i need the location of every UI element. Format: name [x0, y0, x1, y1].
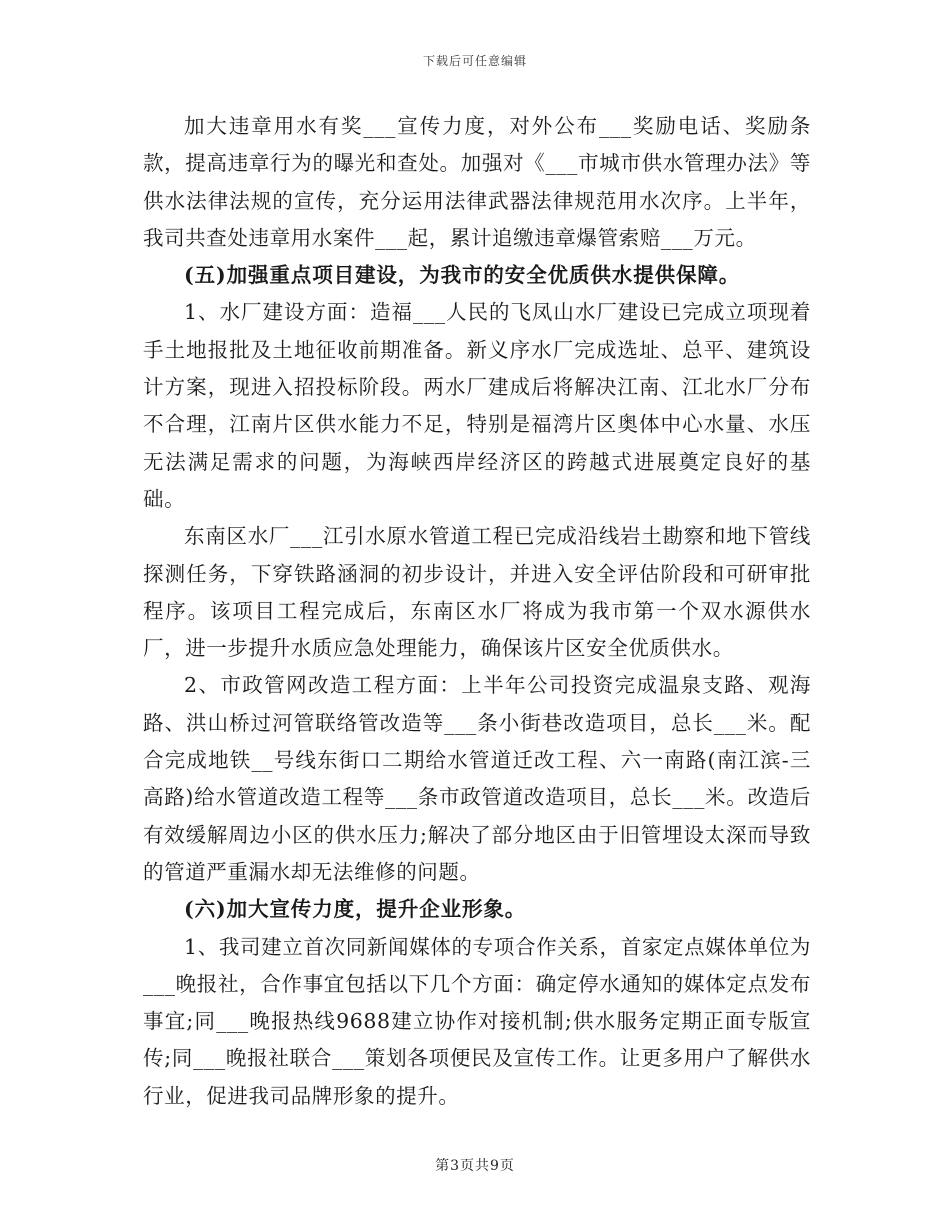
paragraph-publicity: 加大违章用水有奖___宣传力度，对外公布___奖励电话、奖励条款，提高违章行为的曝光和查处。加强对《___市城市供水管理办法》等供水法律法规的宣传，充分运用法律武器法律规范用水次序。上半年，我司共查处违章用水案件___起，累计追缴违章爆管索赔___万元。	[143, 114, 811, 250]
paragraph-southeast-plant: 东南区水厂___江引水原水管道工程已完成沿线岩土勘察和地下管线探测任务，下穿铁路涵洞的初步设计，并进入安全评估阶段和可研审批程序。该项目工程完成后，东南区水厂将成为我市第一个双水源供水厂，进一步提升水质应急处理能力，确保该片区安全优质供水。	[143, 524, 811, 661]
section-heading-5: (五)加强重点项目建设，为我市的安全优质供水提供保障。	[184, 263, 741, 288]
page-number: 第3页共9页	[435, 1158, 515, 1174]
paragraph-media-cooperation: 1、我司建立首次同新闻媒体的专项合作关系，首家定点媒体单位为___晚报社，合作事宜包括以下几个方面：确定停水通知的媒体定点发布事宜;同___晚报热线9688建立协作对接机制;供水服务定期正面专版宣传;同___晚报社联合___策划各项便民及宣传工作。让更多用户了解供水行业，促进我司品牌形象的提升。	[143, 934, 811, 1108]
header-note: 下载后可任意编辑	[422, 54, 527, 68]
document-body	[143, 108, 811, 1115]
paragraph-plant-construction: 1、水厂建设方面：造福___人民的飞凤山水厂建设已完成立项现着手土地报批及土地征收前期准备。新义序水厂完成选址、总平、建筑设计方案，现进入招投标阶段。两水厂建成后将解决江南、江北水厂分布不合理，江南片区供水能力不足，特别是福湾片区奥体中心水量、水压无法满足需求的问题，为海峡西岸经济区的跨越式进展奠定良好的基础。	[143, 300, 811, 511]
section-heading-6: (六)加大宣传力度，提升企业形象。	[184, 897, 527, 922]
paragraph-pipe-network: 2、市政管网改造工程方面：上半年公司投资完成温泉支路、观海路、洪山桥过河管联络管改造等___条小街巷改造项目，总长___米。配合完成地铁__号线东街口二期给水管道迁改工程、六一南路(南江滨-三高路)给水管道改造工程等___条市政管道改造项目，总长___米。改造后有效缓解周边小区的供水压力;解决了部分地区由于旧管埋设太深而导致的管道严重漏水却无法维修的问题。	[143, 673, 811, 884]
